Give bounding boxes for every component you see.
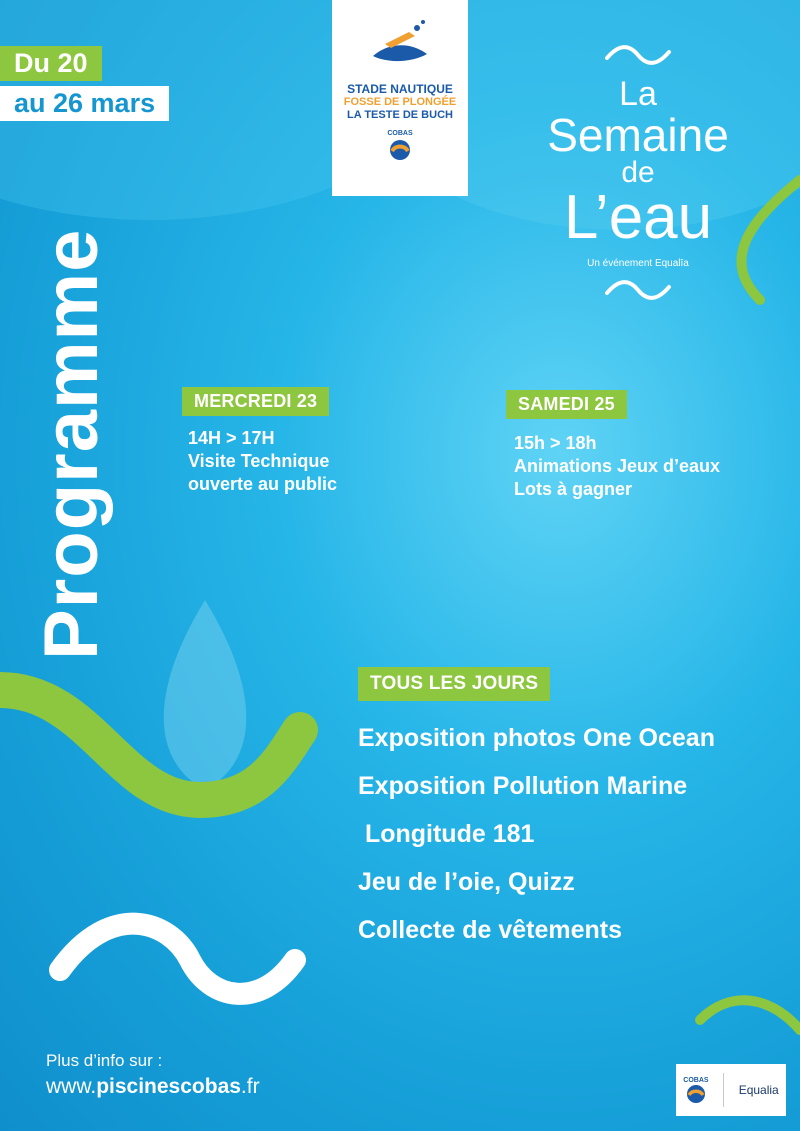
event-saturday-line2: Lots à gagner <box>514 479 633 499</box>
daily-item: Longitude 181 <box>358 820 535 848</box>
partner-divider <box>723 1073 724 1107</box>
partner-logos <box>676 1064 786 1116</box>
event-day-saturday: SAMEDI 25 <box>506 390 627 419</box>
cobas-brand: COBAS <box>387 130 413 137</box>
venue-name-line2: FOSSE DE PLONGÉE <box>343 96 457 108</box>
daily-heading: TOUS LES JOURS <box>358 667 550 701</box>
event-wednesday-line1: Visite Technique <box>188 451 330 471</box>
date-end: au 26 mars <box>0 86 169 121</box>
title-la: La <box>619 75 657 113</box>
url-suffix: .fr <box>240 1075 260 1098</box>
event-saturday-line1: Animations Jeux d’eaux <box>514 456 721 476</box>
url-domain: piscinescobas <box>96 1075 241 1098</box>
event-saturday-details <box>514 432 720 501</box>
programme-heading: Programme <box>29 228 114 660</box>
title-subtitle: Un événement Equalīa <box>587 258 689 269</box>
event-wednesday-details <box>188 427 337 496</box>
diver-logo-icon <box>365 14 435 74</box>
daily-item: Exposition Pollution Marine <box>358 772 688 800</box>
date-start: Du 20 <box>0 46 102 81</box>
event-saturday-time: 15h > 18h <box>514 433 597 453</box>
title-semaine: Semaine <box>547 109 729 161</box>
wave-bottom-icon <box>603 279 673 301</box>
event-wednesday-time: 14H > 17H <box>188 428 275 448</box>
daily-item: Jeu de l’oie, Quizz <box>358 868 575 896</box>
cobas-partner-label: COBAS <box>683 1076 709 1084</box>
title-de: de <box>621 156 655 189</box>
title-leau: L’eau <box>563 183 713 252</box>
website-link[interactable] <box>46 1074 260 1100</box>
cobas-mark-icon <box>686 1084 706 1104</box>
venue-name-line3: LA TESTE DE BUCH <box>347 109 453 121</box>
footer-info-label: Plus d’info sur : <box>46 1051 163 1070</box>
daily-item: Collecte de vêtements <box>358 916 622 944</box>
event-wednesday-line2: ouverte au public <box>188 474 338 494</box>
event-title <box>528 38 748 306</box>
venue-logo-card <box>332 0 468 196</box>
cobas-partner-logo <box>683 1077 708 1104</box>
wave-top-icon <box>603 44 673 66</box>
cobas-logo-icon <box>389 139 411 161</box>
equalia-partner-logo: Equalia <box>738 1083 779 1097</box>
daily-item: Exposition photos One Ocean <box>358 724 715 752</box>
url-prefix: www. <box>46 1075 97 1098</box>
footer-info <box>46 1048 260 1100</box>
venue-name-line1: STADE NAUTIQUE <box>347 82 453 96</box>
event-day-wednesday: MERCREDI 23 <box>182 387 329 416</box>
